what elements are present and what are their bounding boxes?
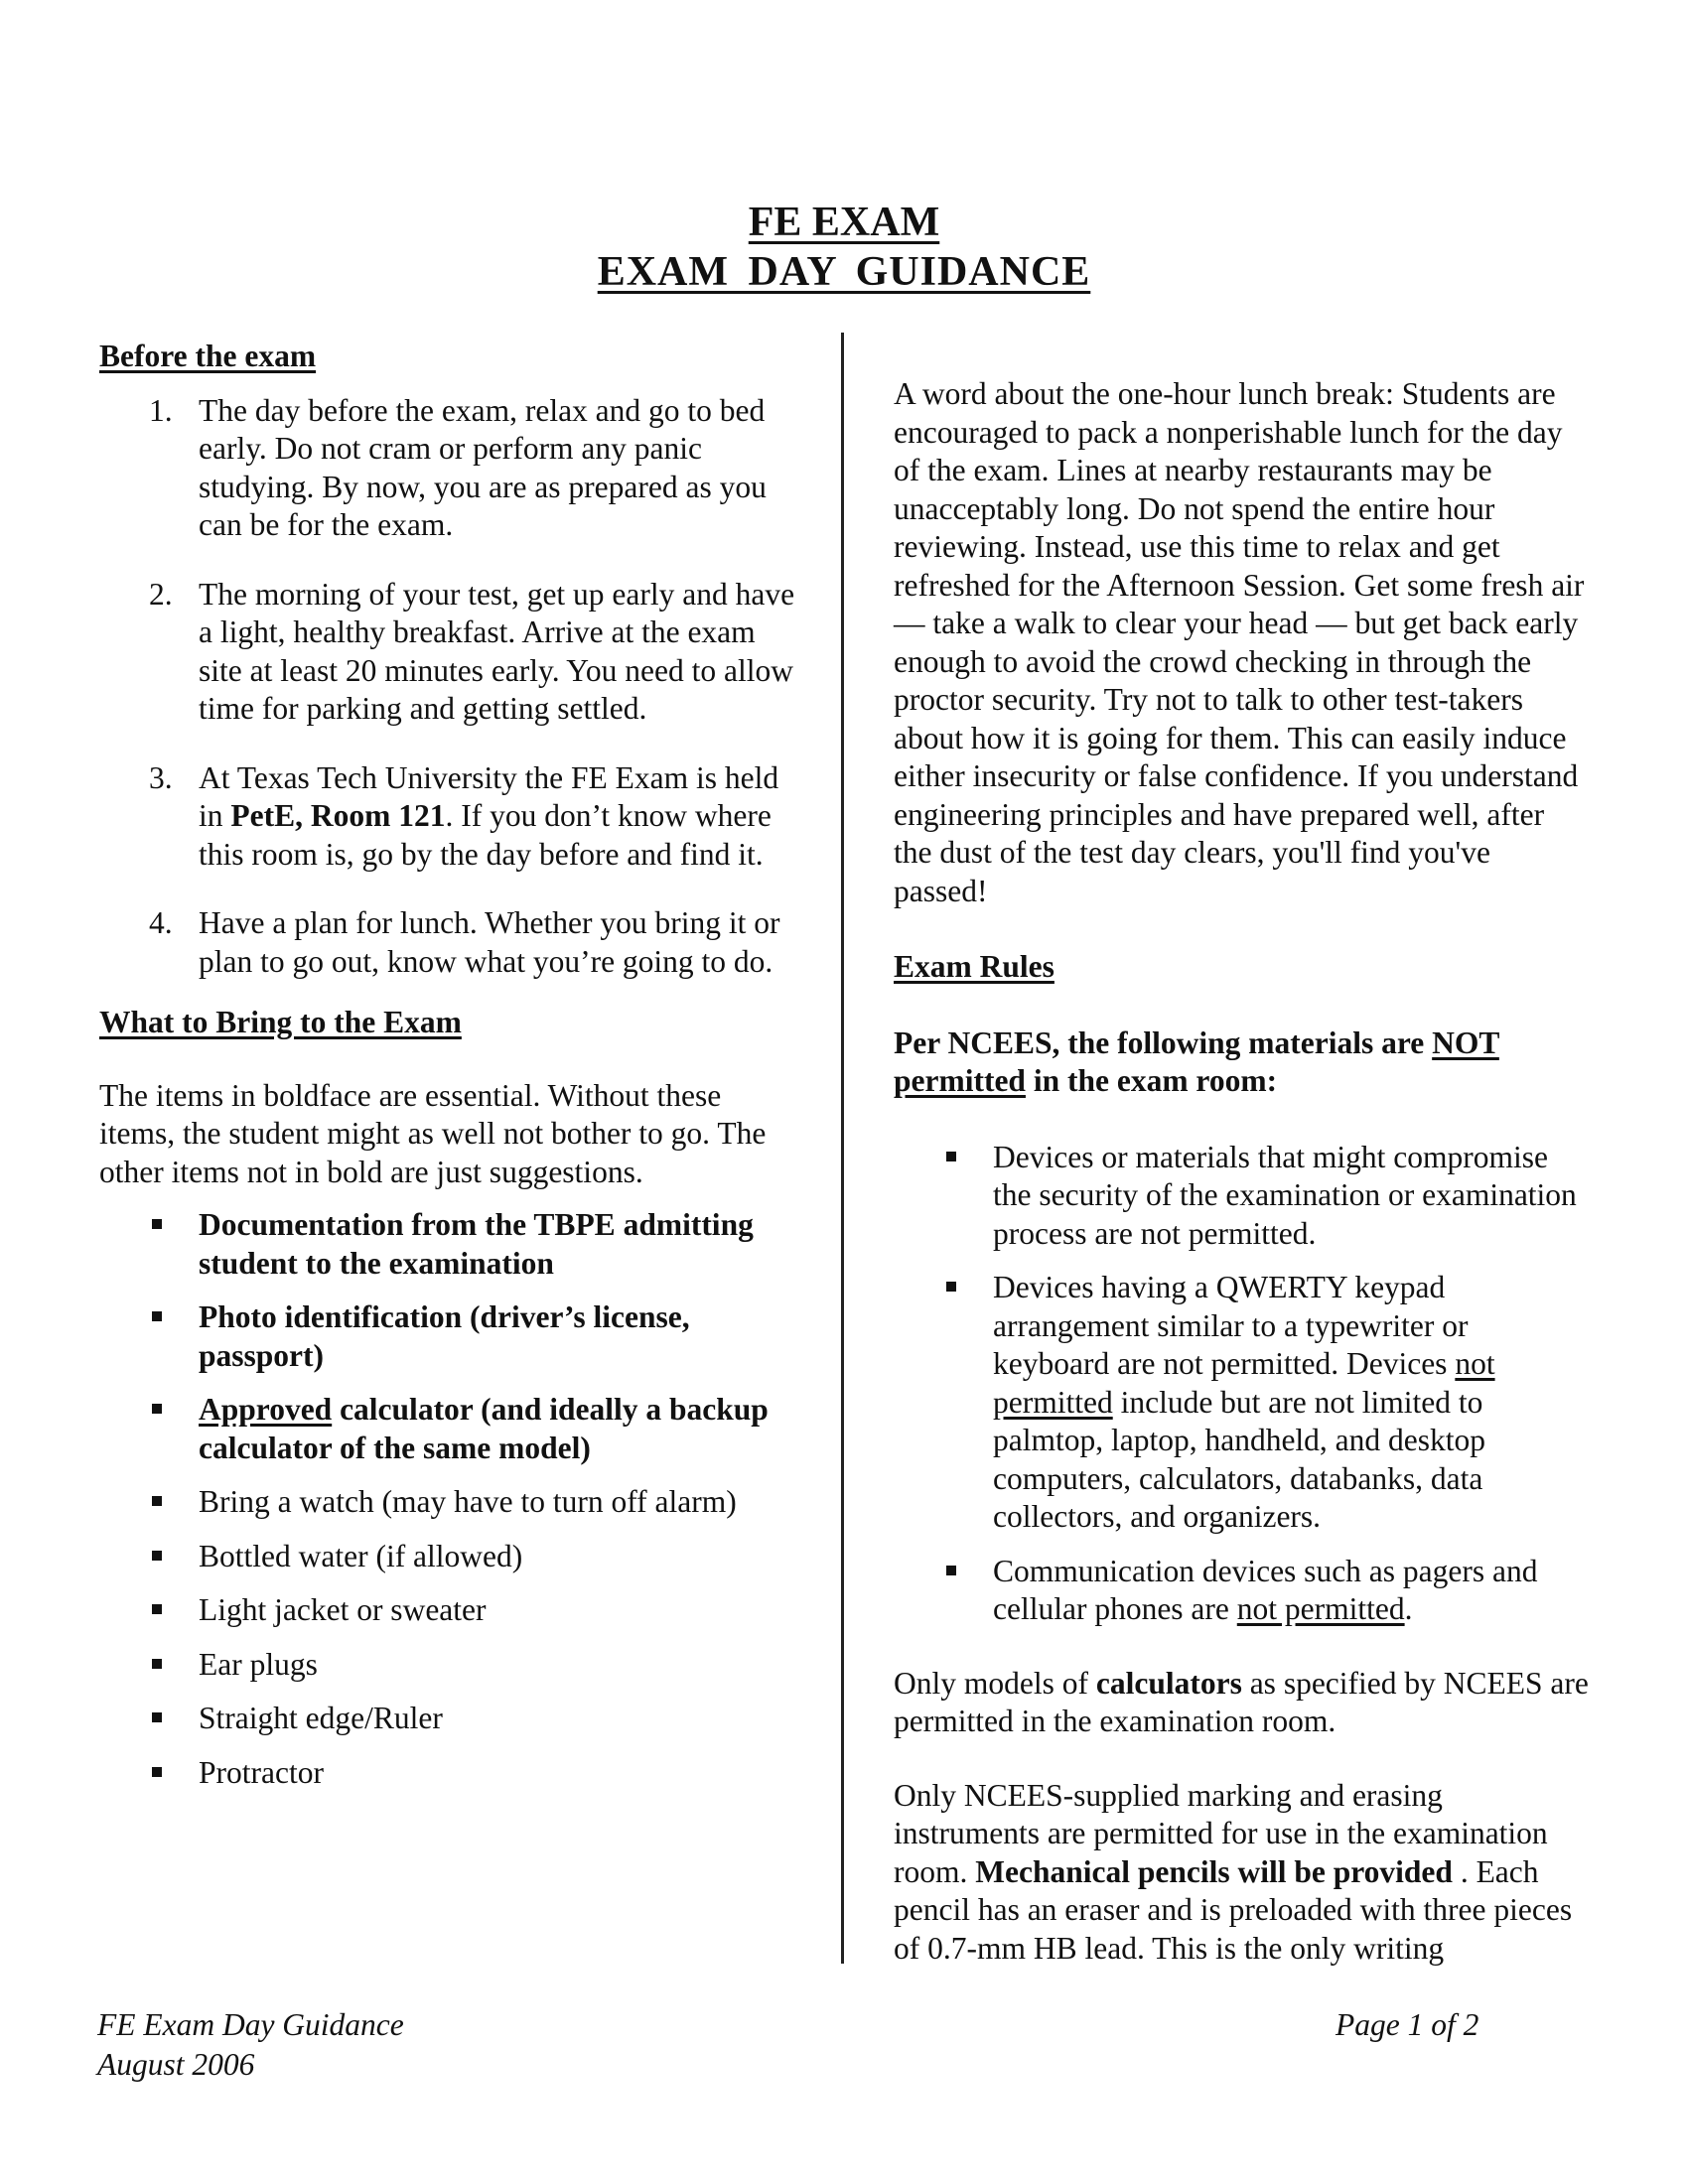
left-column — [99, 338, 804, 1792]
rules-list — [894, 1139, 1589, 1629]
not-permitted-text: not permitted — [993, 1346, 1495, 1420]
bullet-icon — [152, 1551, 162, 1561]
bullet-icon — [152, 1496, 162, 1506]
item-text-post: . If you don’t know where this room is, go by the day before and find it. — [199, 798, 772, 872]
column-divider — [841, 333, 844, 1964]
list-item — [99, 1646, 804, 1685]
bullet-icon — [152, 1767, 162, 1777]
rules-intro-part1: Per NCEES, the following materials are — [894, 1024, 1433, 1060]
list-item — [99, 1298, 804, 1375]
item-text: Have a plan for lunch. Whether you bring it or plan to go out, know what you’re going to do. — [199, 905, 780, 979]
permitted-text: permitted — [894, 1063, 1026, 1098]
list-item — [99, 392, 804, 545]
list-item — [99, 1538, 804, 1576]
approved-text: Approved — [199, 1392, 333, 1427]
document-subtitle: EXAM DAY GUIDANCE — [597, 249, 1091, 295]
list-item — [99, 1206, 804, 1283]
list-item — [894, 1553, 1589, 1629]
footer-date: August 2006 — [97, 2047, 255, 2082]
item-text: The day before the exam, relax and go to bed early. Do not cram or perform any panic studying. By now, you are as prepared as you can be for the exam. — [199, 392, 767, 542]
list-item — [99, 1391, 804, 1467]
calculators-paragraph — [894, 1665, 1589, 1741]
list-item — [99, 759, 804, 875]
bring-intro: The items in boldface are essential. Without these items, the student might as well not bother to go. The other items not in bold are just suggestions. — [99, 1077, 767, 1189]
item-text: calculator (and ideally a backup calculator of the same model) — [199, 1392, 769, 1465]
bullet-icon — [152, 1219, 162, 1229]
item-number: 2. — [149, 576, 173, 612]
right-column — [894, 375, 1589, 1968]
bullet-icon — [152, 1712, 162, 1722]
list-item — [894, 1269, 1589, 1537]
item-text: Documentation from the TBPE admitting student to the examination — [199, 1207, 754, 1281]
item-number: 3. — [149, 759, 173, 795]
document-title: FE EXAM — [748, 200, 940, 245]
pencils-bold: Mechanical pencils will be provided — [975, 1853, 1453, 1889]
calc-part1: Only models of — [894, 1665, 1096, 1701]
before-exam-list — [99, 392, 804, 982]
exam-rules-heading: Exam Rules — [894, 949, 1055, 984]
not-permitted-text: not permitted — [1236, 1591, 1405, 1626]
list-item — [99, 576, 804, 729]
pencil-part1: Only NCEES-supplied marking and erasing instruments are permitted for use in the examination room. — [894, 1777, 1548, 1889]
bullet-icon — [152, 1604, 162, 1614]
item-text: Communication devices such as pagers and cellular phones are — [993, 1553, 1538, 1626]
what-to-bring-heading: What to Bring to the Exam — [99, 1005, 462, 1039]
item-number: 1. — [149, 392, 173, 428]
bullet-icon — [946, 1566, 956, 1575]
room-location: PetE, Room 121 — [230, 798, 446, 833]
list-item — [99, 1591, 804, 1630]
bring-list — [99, 1206, 804, 1792]
bullet-icon — [946, 1282, 956, 1292]
not-text: NOT — [1432, 1024, 1499, 1060]
rules-intro — [894, 1024, 1589, 1101]
pencils-paragraph — [894, 1777, 1589, 1969]
item-text: Devices having a QWERTY keypad arrangement similar to a typewriter or keyboard are not permitted. Devices — [993, 1270, 1469, 1381]
bullet-icon — [152, 1659, 162, 1669]
item-text: include but are not limited to palmtop, laptop, handheld, and desktop computers, calculators, databanks, data collectors, and organizers. — [993, 1384, 1486, 1534]
item-text: Bring a watch (may have to turn off alarm) — [199, 1484, 737, 1519]
lunch-paragraph: A word about the one-hour lunch break: Students are encouraged to pack a nonperishable lunch for the day of the exam. Lines at nearby restaurants may be unacceptably long. Do not spend the entire hour reviewing. Instead, use this time to relax and get refreshed for the Afternoon Session. Get some fresh air — take a walk to clear your head — but get back early enough to avoid the crowd checking in through the proctor security. Try not to talk to other test-takers about how it is going for them. This can easily induce either insecurity or false confidence. If you understand engineering principles and have prepared well, after the dust of the test day clears, you'll find you've passed! — [894, 376, 1585, 908]
item-number: 4. — [149, 905, 173, 940]
list-item — [894, 1139, 1589, 1254]
item-text-pre: At Texas Tech University the FE Exam is held in — [199, 759, 779, 833]
item-text: Bottled water (if allowed) — [199, 1538, 523, 1573]
item-text: Protractor — [199, 1754, 324, 1790]
list-item — [99, 1754, 804, 1793]
item-text: Devices or materials that might compromise the security of the examination or examination process are not permitted. — [993, 1139, 1577, 1251]
bullet-icon — [152, 1404, 162, 1414]
item-text: Photo identification (driver’s license, passport) — [199, 1299, 690, 1373]
bullet-icon — [946, 1152, 956, 1161]
item-text: Ear plugs — [199, 1646, 318, 1682]
list-item — [99, 904, 804, 981]
list-item — [99, 1483, 804, 1522]
pencil-part2: . Each pencil has an eraser and is preloaded with three pieces of 0.7-mm HB lead. This is the only writing — [894, 1853, 1573, 1966]
footer-doc-name: FE Exam Day Guidance — [97, 2007, 404, 2042]
calculators-bold: calculators — [1095, 1665, 1242, 1701]
item-text: Light jacket or sweater — [199, 1592, 487, 1627]
bullet-icon — [152, 1311, 162, 1321]
rules-intro-part2: in the exam room: — [1025, 1063, 1278, 1098]
before-exam-heading: Before the exam — [99, 339, 317, 373]
footer-left — [97, 2005, 404, 2085]
item-text: . — [1404, 1591, 1413, 1626]
footer-page-number: Page 1 of 2 — [1336, 2007, 1479, 2042]
item-text: The morning of your test, get up early and have a light, healthy breakfast. Arrive at the exam site at least 20 minutes early. You need to allow time for parking and getting settled. — [199, 576, 795, 726]
item-text: Straight edge/Ruler — [199, 1701, 443, 1735]
list-item — [99, 1700, 804, 1738]
calc-part2: as specified by NCEES are permitted in the examination room. — [894, 1665, 1589, 1738]
